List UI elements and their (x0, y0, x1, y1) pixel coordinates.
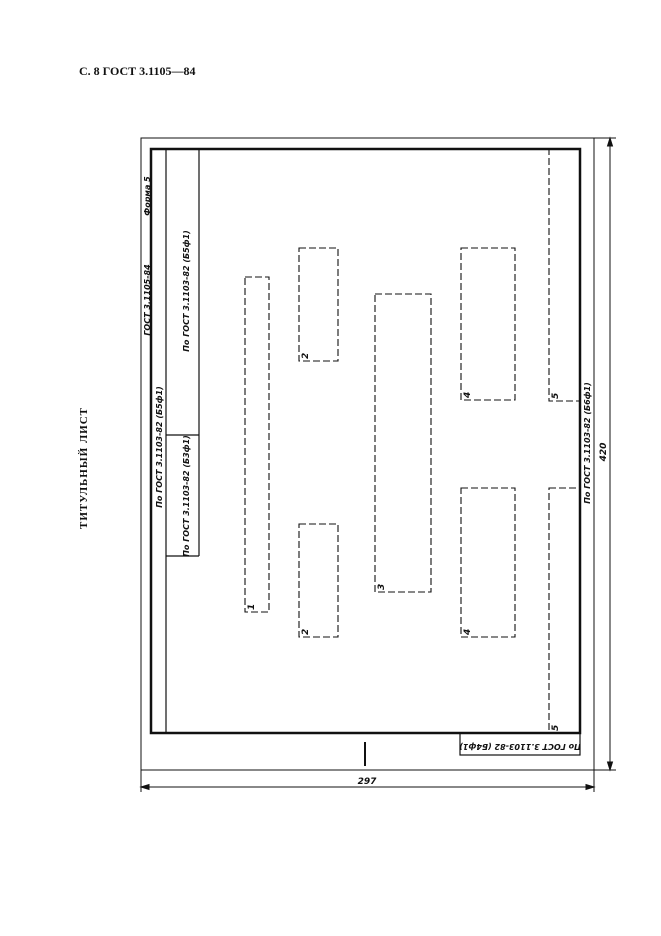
standard-label: ГОСТ 3.1105-84 (143, 264, 152, 336)
field-2-top (299, 248, 338, 361)
field-number: 2 (301, 628, 311, 635)
field-1 (245, 277, 269, 612)
field-number: 5 (551, 392, 561, 399)
field-5-top (549, 149, 580, 401)
dim-height-label: 420 (599, 442, 609, 462)
field-number: 5 (551, 724, 561, 731)
field-number: 4 (463, 628, 473, 635)
field-4-bottom (461, 488, 515, 637)
block-label-b5f1: По ГОСТ 3.1103-82 (Б5ф1) (182, 230, 191, 352)
field-5-bottom (549, 488, 580, 733)
block-label-b6f1: По ГОСТ 3.1103-82 (Б6ф1) (583, 382, 592, 504)
field-number: 4 (463, 391, 473, 398)
inner-frame (151, 149, 580, 733)
block-label-b4f1: По ГОСТ 3.1103-82 (Б4ф1) (459, 742, 581, 751)
dim-width-arrow-left (141, 785, 149, 790)
dim-height-arrow-top (608, 138, 613, 146)
side-title: ТИТУЛЬНЫЙ ЛИСТ (78, 406, 90, 530)
page-header: С. 8 ГОСТ 3.1105—84 (79, 64, 196, 78)
block-label-b3f1: По ГОСТ 3.1103-82 (Б3ф1) (182, 435, 191, 557)
dim-width-label: 297 (357, 777, 377, 787)
dim-width-arrow-right (586, 785, 594, 790)
field-2-bottom (299, 524, 338, 637)
block-label-b5f1-strip: По ГОСТ 3.1103-82 (Б5ф1) (155, 386, 164, 508)
field-4-top (461, 248, 515, 400)
field-3 (375, 294, 431, 592)
field-number: 1 (247, 603, 257, 610)
field-number: 3 (377, 583, 387, 590)
sheet-outline (141, 138, 594, 770)
dim-height-arrow-bottom (608, 762, 613, 770)
field-number: 2 (301, 352, 311, 359)
form-label: Форма 5 (143, 176, 152, 216)
